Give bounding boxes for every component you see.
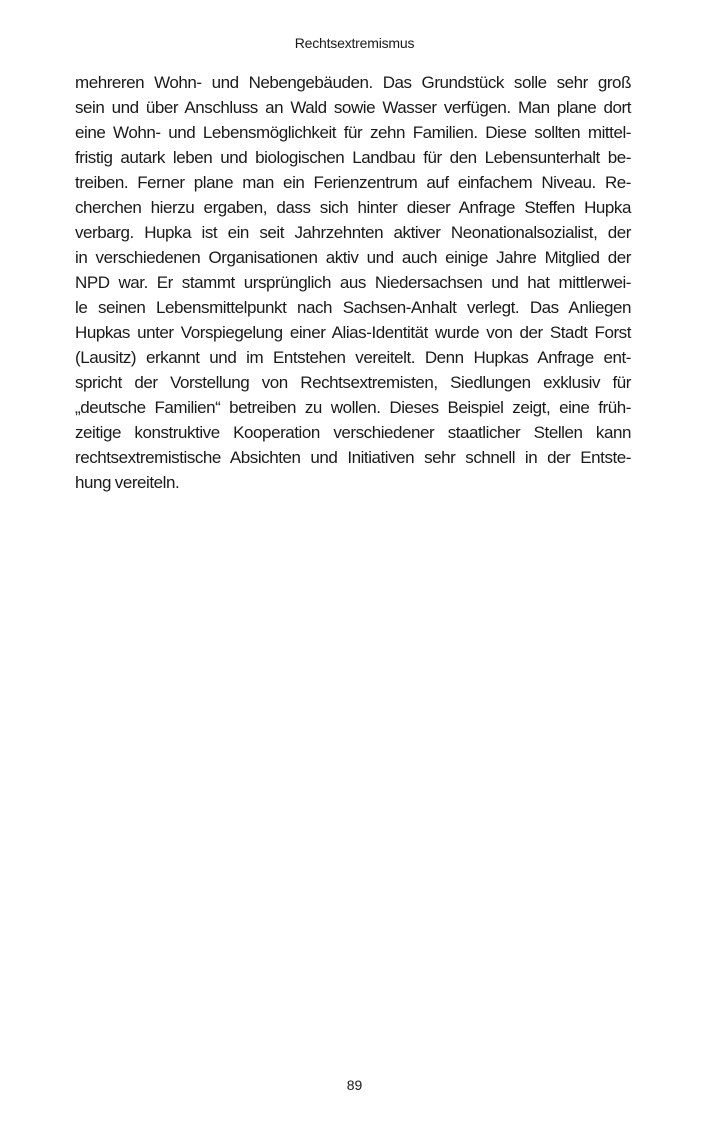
text-line: cherchen hierzu ergaben, dass sich hinter dieser Anfrage Steffen Hupka bbox=[75, 198, 631, 217]
text-line: Hupkas unter Vorspiegelung einer Alias-Identität wurde von der Stadt Forst bbox=[75, 323, 631, 342]
text-line: mehreren Wohn- und Nebengebäuden. Das Grundstück solle sehr groß bbox=[75, 73, 631, 92]
text-line: fristig autark leben und biologischen Landbau für den Lebensunterhalt be- bbox=[75, 148, 631, 167]
text-line: spricht der Vorstellung von Rechtsextremisten, Siedlungen exklusiv für bbox=[75, 373, 631, 392]
page-number: 89 bbox=[346, 1077, 363, 1093]
text-line: (Lausitz) erkannt und im Entstehen vereitelt. Denn Hupkas Anfrage ent- bbox=[75, 348, 631, 367]
text-line: NPD war. Er stammt ursprünglich aus Niedersachsen und hat mittlerwei- bbox=[75, 273, 631, 292]
text-line: le seinen Lebensmittelpunkt nach Sachsen-Anhalt verlegt. Das Anliegen bbox=[75, 298, 631, 317]
text-line: sein und über Anschluss an Wald sowie Wasser verfügen. Man plane dort bbox=[75, 98, 631, 117]
text-line: hung vereiteln. bbox=[75, 473, 180, 492]
text-line: zeitige konstruktive Kooperation verschiedener staatlicher Stellen kann bbox=[75, 423, 631, 442]
text-line: „deutsche Familien“ betreiben zu wollen. Dieses Beispiel zeigt, eine früh- bbox=[75, 398, 631, 417]
text-line: eine Wohn- und Lebensmöglichkeit für zehn Familien. Diese sollten mittel- bbox=[75, 123, 631, 142]
running-header: Rechtsextremismus bbox=[294, 35, 415, 51]
text-line: verbarg. Hupka ist ein seit Jahrzehnten aktiver Neonationalsozialist, der bbox=[75, 223, 631, 242]
text-line: in verschiedenen Organisationen aktiv und auch einige Jahre Mitglied der bbox=[75, 248, 631, 267]
text-line: treiben. Ferner plane man ein Ferienzentrum auf einfachem Niveau. Re- bbox=[75, 173, 631, 192]
body-paragraph bbox=[75, 70, 631, 495]
text-line: rechtsextremistische Absichten und Initiativen sehr schnell in der Entste- bbox=[75, 448, 631, 467]
